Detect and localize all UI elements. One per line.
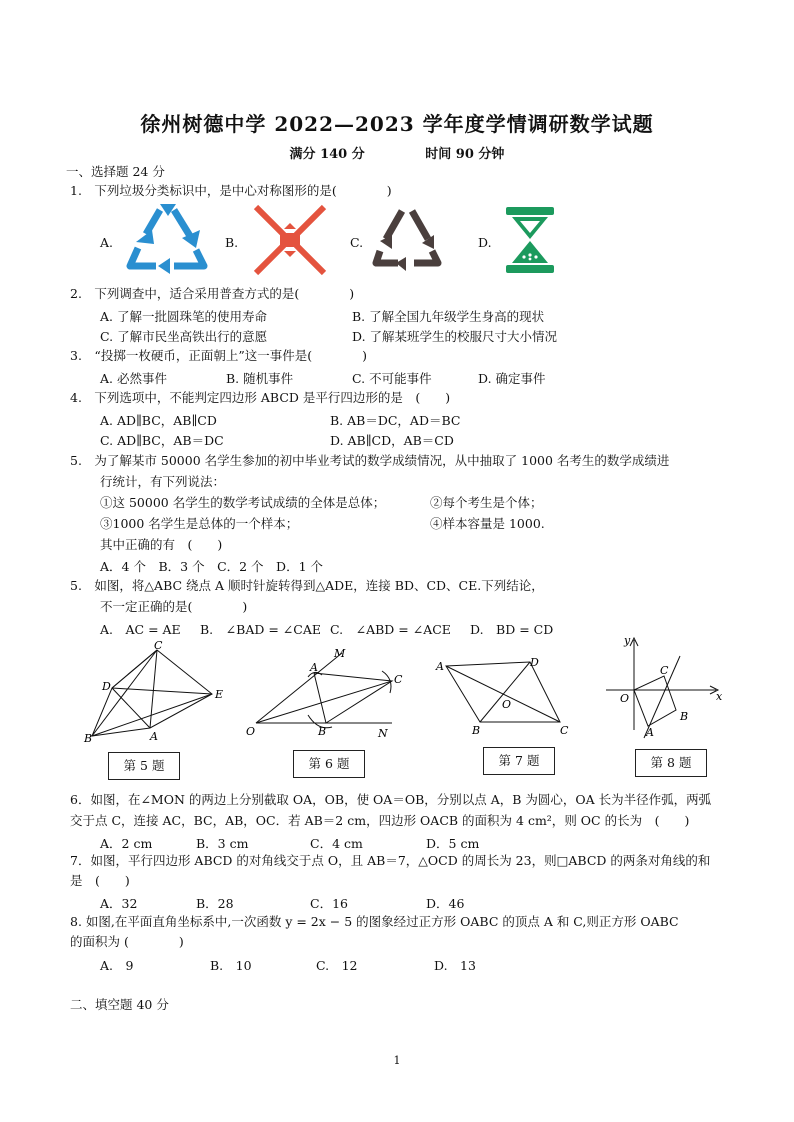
fig5-label-b: B: [84, 732, 93, 745]
caption-figure-7: 第 7 题: [483, 747, 555, 775]
hourglass-icon: [502, 205, 558, 275]
question-4: 4. 下列选项中，不能判定四边形 ABCD 是平行四边形的是 ( ): [70, 390, 451, 405]
q1-label-c: C.: [350, 235, 364, 250]
question-7-line2: 是 ( ): [70, 873, 130, 888]
q3-option-d: D. 确定事件: [478, 371, 546, 386]
q2-option-d: D. 了解某班学生的校服尺寸大小情况: [352, 329, 558, 344]
q8-option-c: C. 12: [316, 958, 358, 973]
caption-figure-8: 第 8 题: [635, 749, 707, 777]
statement-4: ④样本容量是 1000.: [430, 516, 545, 531]
q8-option-a: A. 9: [100, 958, 134, 973]
q3-option-a: A. 必然事件: [100, 371, 167, 386]
fig5-label-e: E: [215, 688, 224, 701]
q6-option-c: C．4 cm: [310, 836, 363, 851]
q3-option-c: C. 不可能事件: [352, 371, 432, 386]
q6-option-d: D．5 cm: [426, 836, 480, 851]
fig5-label-c: C: [154, 640, 163, 652]
q4-option-c: C. AD∥BC，AB＝DC: [100, 433, 224, 448]
q1-label-b: B.: [225, 235, 239, 250]
q5b-option-a: A. AC = AE: [100, 622, 181, 637]
fig8-label-c: C: [660, 664, 669, 677]
q5b-option-c: C. ∠ABD = ∠ACE: [330, 622, 451, 637]
q4-option-b: B. AB＝DC，AD＝BC: [330, 413, 461, 428]
question-2: 2. 下列调查中，适合采用普查方式的是( ): [70, 286, 355, 301]
q7-option-d: D．46: [426, 896, 465, 911]
fig7-label-o: O: [502, 698, 512, 711]
question-3: 3. “投掷一枚硬币，正面朝上”这一事件是( ): [70, 348, 367, 363]
section-heading-fill: 二、填空题 40 分: [70, 997, 169, 1012]
fig7-label-d: D: [530, 656, 539, 669]
question-5a-line5: 其中正确的有 ( ): [100, 537, 223, 552]
fig8-label-o: O: [620, 692, 630, 705]
q7-option-a: A．32: [100, 896, 138, 911]
fig6-label-b: B: [318, 725, 327, 738]
question-5a-line2: 行统计，有下列说法：: [100, 474, 226, 489]
triangle-arrows-icon: [372, 203, 442, 273]
fig8-label-a: A: [646, 726, 654, 739]
caption-figure-5: 第 5 题: [108, 752, 180, 780]
q1-label-d: D.: [478, 235, 492, 250]
caption-figure-6: 第 6 题: [293, 750, 365, 778]
q7-option-b: B．28: [196, 896, 234, 911]
q4-option-a: A. AD∥BC，AB∥CD: [100, 413, 217, 428]
fig6-label-a: A: [310, 661, 318, 674]
figure-7: [430, 652, 580, 740]
question-1: 1. 下列垃圾分类标识中，是中心对称图形的是( ): [70, 183, 392, 198]
fig6-label-c: C: [394, 673, 403, 686]
time-limit: 时间 90 分钟: [425, 147, 505, 162]
section-heading-choice: 一、选择题 24 分: [66, 164, 165, 179]
fig8-label-x: x: [716, 690, 723, 703]
page-title: 徐州树德中学 2022—2023 学年度学情调研数学试题: [140, 112, 654, 136]
cross-arrows-icon: [250, 203, 330, 277]
fig6-label-m: M: [334, 647, 346, 660]
q8-option-d: D. 13: [434, 958, 476, 973]
q2-option-a: A. 了解一批圆珠笔的使用寿命: [100, 309, 267, 324]
figure-6: [242, 645, 412, 740]
fig7-label-c: C: [560, 724, 569, 737]
question-5b-line2: 不一定正确的是( ): [100, 599, 248, 614]
fig5-label-a: A: [150, 730, 158, 743]
q4-option-d: D. AB∥CD，AB＝CD: [330, 433, 454, 448]
q5a-options: A．4 个 B．3 个 C．2 个 D．1 个: [100, 559, 324, 574]
q3-option-b: B. 随机事件: [226, 371, 294, 386]
figure-8: [604, 630, 729, 742]
q6-option-a: A．2 cm: [100, 836, 153, 851]
q2-option-c: C. 了解市民坐高铁出行的意愿: [100, 329, 268, 344]
q2-option-b: B. 了解全国九年级学生身高的现状: [352, 309, 545, 324]
q5b-option-b: B. ∠BAD = ∠CAE: [200, 622, 321, 637]
q8-option-b: B. 10: [210, 958, 252, 973]
question-6-line1: 6．如图，在∠MON 的两边上分别截取 OA，OB，使 OA＝OB，分别以点 A，B 为圆心，OA 长为半径作弧，两弧: [70, 792, 712, 807]
question-8-line1: 8. 如图,在平面直角坐标系中,一次函数 y = 2x − 5 的图象经过正方形 OABC 的顶点 A 和 C,则正方形 OABC: [70, 914, 679, 929]
recycle-arrows-icon: [122, 200, 212, 278]
q5b-option-d: D. BD = CD: [470, 622, 554, 637]
full-score: 满分 140 分: [289, 147, 365, 162]
page-number: 1: [393, 1054, 401, 1067]
question-5b-line1: 5. 如图，将△ABC 绕点 A 顺时针旋转得到△ADE，连接 BD、CD、CE.下列结论，: [70, 578, 544, 593]
fig5-label-d: D: [102, 680, 111, 693]
fig7-label-a: A: [436, 660, 444, 673]
fig8-label-b: B: [680, 710, 689, 723]
fig8-label-y: y: [624, 634, 631, 647]
fig7-label-b: B: [472, 724, 481, 737]
q6-option-b: B．3 cm: [196, 836, 249, 851]
exam-info: [0, 143, 794, 162]
question-5a-line1: 5. 为了解某市 50000 名学生参加的初中毕业考试的数学成绩情况，从中抽取了 1000 名考生的数学成绩进: [70, 453, 670, 468]
q7-option-c: C．16: [310, 896, 348, 911]
question-6-line2: 交于点 C，连接 AC，BC，AB，OC．若 AB＝2 cm，四边形 OACB 的面积为 4 cm²，则 OC 的长为 ( ): [70, 813, 690, 828]
statement-3: ③1000 名学生是总体的一个样本；: [100, 516, 299, 531]
figure-5: [82, 640, 232, 745]
question-7-line1: 7．如图，平行四边形 ABCD 的对角线交于点 O，且 AB＝7，△OCD 的周长为 23，则□ABCD 的两条对角线的和: [70, 853, 711, 868]
statement-2: ②每个考生是个体；: [430, 495, 543, 510]
fig6-label-o: O: [246, 725, 256, 738]
question-8-line2: 的面积为 ( ): [70, 934, 184, 949]
statement-1: ①这 50000 名学生的数学考试成绩的全体是总体；: [100, 495, 386, 510]
fig6-label-n: N: [378, 727, 388, 740]
q1-label-a: A.: [100, 235, 114, 250]
